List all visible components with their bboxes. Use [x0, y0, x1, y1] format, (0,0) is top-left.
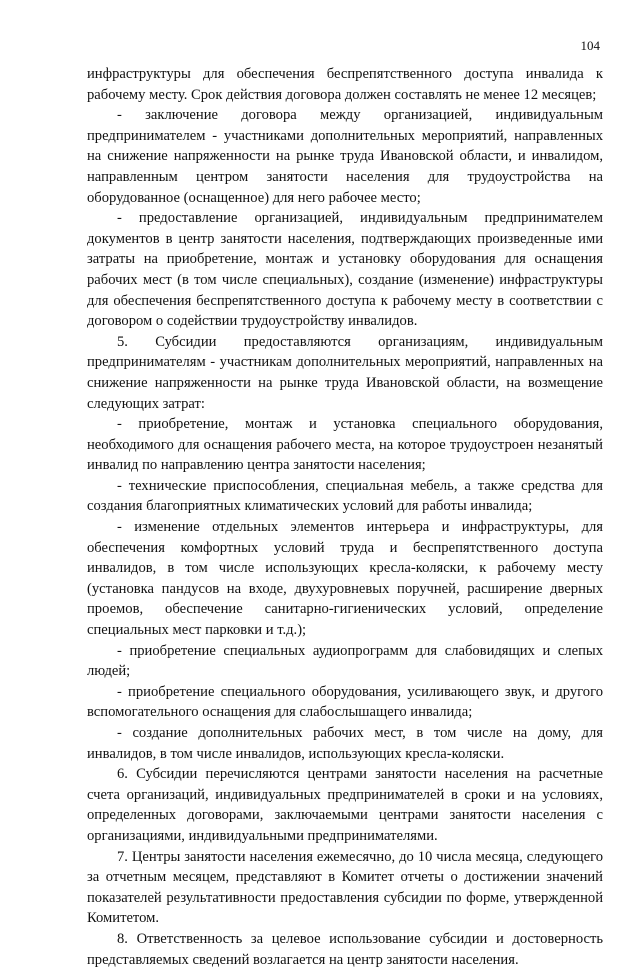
- paragraph-item-6: 6. Субсидии перечисляются центрами занятости населения на расчетные счета организаций, индивидуальных предпринимателей в сроки и на условиях, определенных договорами, заключаемыми центрами занятости населения с организациями, индивидуальными предпринимателями.: [87, 766, 603, 844]
- paragraph-contract-conclusion: - заключение договора между организацией, индивидуальным предпринимателем - участниками дополнительных мероприятий, направленных на снижение напряженности на рынке труда Ивановской области, и инвалидом, направленным центром занятости населения для трудоустройства на оборудованное (оснащенное) для него рабочее место;: [87, 107, 603, 206]
- page-number: 104: [580, 38, 600, 53]
- paragraph-documents-submission: - предоставление организацией, индивидуальным предпринимателем документов в центр занятости населения, подтверждающих произведенные ими затраты на приобретение, монтаж и установку оборудования для оснащения рабочих мест (в том числе специальных), создание (изменение) инфраструктуры для обеспечения беспрепятственного доступа к рабочему месту в соответствии с договором о содействии трудоустройству инвалидов.: [87, 210, 603, 330]
- paragraph-technical-devices: - технические приспособления, специальная мебель, а также средства для создания благоприятных климатических условий для работы инвалида;: [87, 477, 603, 515]
- paragraph-interior-changes: - изменение отдельных элементов интерьера и инфраструктуры, для обеспечения комфортных условий труда и беспрепятственного доступа инвалидов, в том числе использующих кресла-коляски, к рабочему месту (установка пандусов на входе, двухуровневых поручней, расширение дверных проемов, обеспечение санитарно-гигиенических условий, определение специальных мест парковки и т.д.);: [87, 519, 603, 639]
- paragraph-item-7: 7. Центры занятости населения ежемесячно, до 10 числа месяца, следующего за отчетным месяцем, представляют в Комитет отчеты о достижении значений показателей результативности предоставления субсидии по форме, утвержденной Комитетом.: [87, 848, 603, 927]
- paragraph-continuation: инфраструктуры для обеспечения беспрепятственного доступа инвалида к рабочему месту. Срок действия договора должен составлять не менее 12 месяцев;: [87, 66, 603, 103]
- paragraph-sound-equipment: - приобретение специального оборудования, усиливающего звук, и другого вспомогательного оснащения для слабослышащего инвалида;: [87, 683, 603, 721]
- paragraph-equipment-purchase: - приобретение, монтаж и установка специального оборудования, необходимого для оснащения рабочего места, на которое трудоустроен незанятый инвалид по направлению центра занятости населения;: [87, 416, 603, 474]
- paragraph-item-5: 5. Субсидии предоставляются организациям, индивидуальным предпринимателям - участникам дополнительных мероприятий, направленных на снижение напряженности на рынке труда Ивановской области, на возмещение следующих затрат:: [87, 333, 603, 412]
- paragraph-item-8: 8. Ответственность за целевое использование субсидии и достоверность представляемых сведений возлагается на центр занятости населения.: [87, 930, 603, 968]
- paragraph-audio-programs: - приобретение специальных аудиопрограмм для слабовидящих и слепых людей;: [87, 642, 603, 680]
- paragraph-additional-workplaces: - создание дополнительных рабочих мест, в том числе на дому, для инвалидов, в том числе инвалидов, использующих кресла-коляски.: [87, 725, 603, 762]
- document-body: [87, 64, 603, 970]
